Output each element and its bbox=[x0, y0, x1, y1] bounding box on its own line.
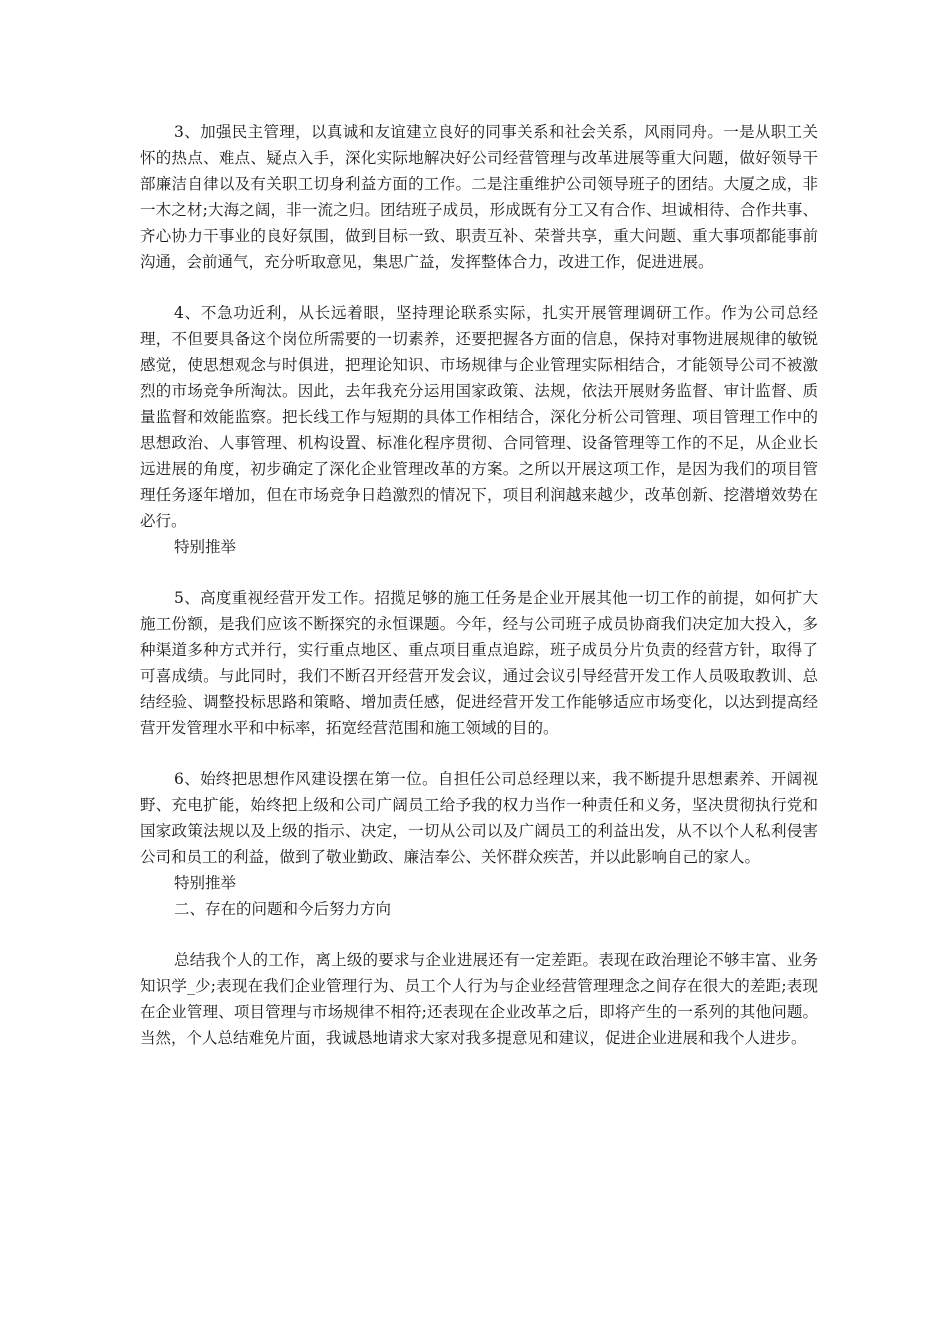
paragraph-4: 4、不急功近利，从长远着眼，坚持理论联系实际，扎实开展管理调研工作。作为公司总经理，不但要具备这个岗位所需要的一切素养，还要把握各方面的信息，保持对事物进展规律的敏锐感觉，使思想观念与时俱进，把理论知识、市场规律与企业管理实际相结合，才能领导公司不被激烈的市场竞争所淘汰。因此，去年我充分运用国家政策、法规，依法开展财务监督、审计监督、质量监督和效能监察。把长线工作与短期的具体工作相结合，深化分析公司管理、项目管理工作中的思想政治、人事管理、机构设置、标准化程序贯彻、合同管理、设备管理等工作的不足，从企业长远进展的角度，初步确定了深化企业管理改革的方案。之所以开展这项工作，是因为我们的项目管理任务逐年增加，但在市场竞争日趋激烈的情况下，项目利润越来越少，改革创新、挖潜增效势在必行。 bbox=[140, 304, 818, 530]
paragraph-summary: 总结我个人的工作，离上级的要求与企业进展还有一定差距。表现在政治理论不够丰富、业务知识学_少;表现在我们企业管理行为、员工个人行为与企业经营管理理念之间存在很大的差距;表现在企业管理、项目管理与市场规律不相符;还表现在企业改革之后，即将产生的一系列的其他问题。当然，个人总结难免片面，我诚恳地请求大家对我多提意见和建议，促进企业进展和我个人进步。 bbox=[140, 951, 818, 1047]
section-label-recommend-1: 特别推举 bbox=[174, 538, 237, 556]
section-label-recommend-2: 特别推举 bbox=[174, 874, 237, 892]
paragraph-3: 3、加强民主管理，以真诚和友谊建立良好的同事关系和社会关系，风雨同舟。一是从职工关怀的热点、难点、疑点入手，深化实际地解决好公司经营管理与改革进展等重大问题，做好领导干部廉洁自律以及有关职工切身利益方面的工作。二是注重维护公司领导班子的团结。大厦之成，非一木之材;大海之阔，非一流之归。团结班子成员，形成既有分工又有合作、坦诚相待、合作共事、齐心协力干事业的良好氛围，做到目标一致、职责互补、荣誉共享，重大问题、重大事项都能事前沟通，会前通气，充分听取意见，集思广益，发挥整体合力，改进工作，促进进展。 bbox=[140, 123, 818, 271]
document-page bbox=[140, 119, 818, 1051]
paragraph-5: 5、高度重视经营开发工作。招揽足够的施工任务是企业开展其他一切工作的前提，如何扩大施工份额，是我们应该不断探究的永恒课题。今年，经与公司班子成员协商我们决定加大投入，多种渠道多种方式并行，实行重点地区、重点项目重点追踪，班子成员分片负责的经营方针，取得了可喜成绩。与此同时，我们不断召开经营开发会议，通过会议引导经营开发工作人员吸取教训、总结经验、调整投标思路和策略、增加责任感，促进经营开发工作能够适应市场变化，以达到提高经营开发管理水平和中标率，拓宽经营范围和施工领域的目的。 bbox=[140, 589, 818, 737]
section-heading-problems: 二、存在的问题和今后努力方向 bbox=[174, 900, 392, 918]
paragraph-6: 6、始终把思想作风建设摆在第一位。自担任公司总经理以来，我不断提升思想素养、开阔视野、充电扩能，始终把上级和公司广阔员工给予我的权力当作一种责任和义务，坚决贯彻执行党和国家政策法规以及上级的指示、决定，一切从公司以及广阔员工的利益出发，从不以个人私利侵害公司和员工的利益，做到了敬业勤政、廉洁奉公、关怀群众疾苦，并以此影响自己的家人。 bbox=[140, 770, 818, 866]
